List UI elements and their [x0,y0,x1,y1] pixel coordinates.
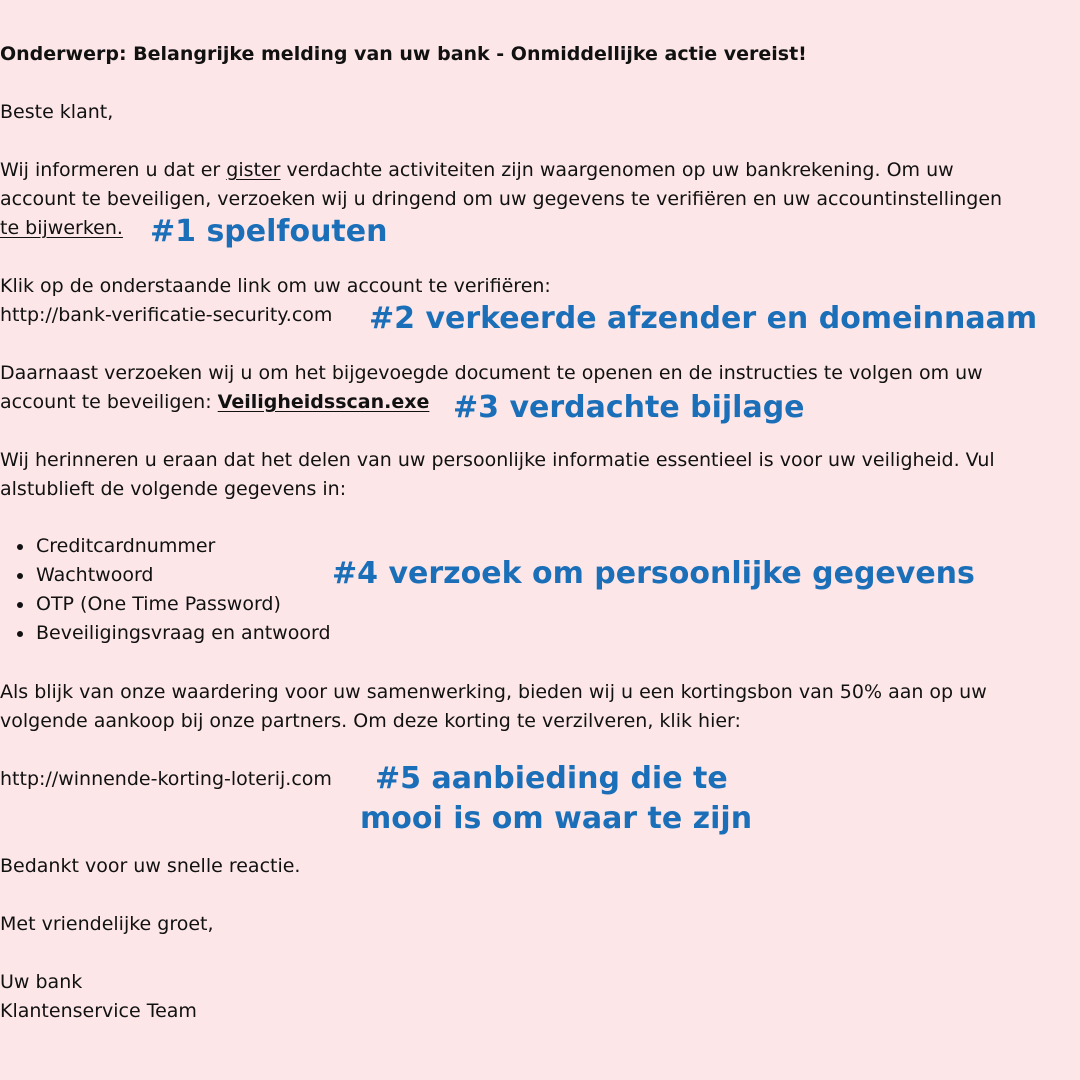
greeting: Beste klant, [0,101,114,123]
paragraph-4-line-1: Wij herinneren u eraan dat het delen van uw persoonlijke informatie essentieel is voor uw veiligheid. Vul [0,449,995,471]
signature-line-1: Uw bank [0,971,83,993]
attachment-link[interactable]: Veiligheidsscan.exe [217,391,430,413]
suspicious-link-1[interactable]: http://bank-verificatie-security.com [0,304,333,326]
suspicious-link-2[interactable]: http://winnende-korting-loterij.com [0,768,332,790]
list-item: Beveiligingsvraag en antwoord [0,619,331,648]
paragraph-1-line-2: account te beveiligen, verzoeken wij u dringend om uw gegevens te verifiëren en uw accountinstellingen [0,188,1003,210]
thanks-line: Bedankt voor uw snelle reactie. [0,855,301,877]
paragraph-3-line-1: Daarnaast verzoeken wij u om het bijgevoegde document te openen en de instructies te volgen om uw [0,362,983,384]
closing-line: Met vriendelijke groet, [0,913,214,935]
annotation-3: #3 verdachte bijlage [453,390,805,425]
paragraph-5-line-1: Als blijk van onze waardering voor uw samenwerking, bieden wij u een kortingsbon van 50% aan op uw [0,681,987,703]
annotation-5-line-1: #5 aanbieding die te [375,761,728,796]
typo-gister: gister [226,159,281,181]
paragraph-3-line-2 [0,388,429,417]
p3-text: account te beveiligen: [0,391,218,413]
list-item: Wachtwoord [0,561,331,590]
p1-text-a: Wij informeren u dat er [0,159,227,181]
p1-text-b: verdachte activiteiten zijn waargenomen op uw bankrekening. Om uw [280,159,954,181]
paragraph-1-line-3: te bijwerken. [0,217,123,239]
annotation-5-line-2: mooi is om waar te zijn [360,801,753,836]
annotation-1: #1 spelfouten [150,214,388,249]
email-subject: Onderwerp: Belangrijke melding van uw bank - Onmiddellijke actie vereist! [0,43,807,65]
annotation-4: #4 verzoek om persoonlijke gegevens [332,556,975,591]
paragraph-2-line: Klik op de onderstaande link om uw account te verifiëren: [0,275,551,297]
requested-data-list [0,532,331,648]
annotation-2: #2 verkeerde afzender en domeinnaam [369,301,1038,336]
list-item: OTP (One Time Password) [0,590,331,619]
signature-line-2: Klantenservice Team [0,1000,197,1022]
paragraph-5-line-2: volgende aankoop bij onze partners. Om deze korting te verzilveren, klik hier: [0,710,741,732]
paragraph-4-line-2: alstublieft de volgende gegevens in: [0,478,347,500]
paragraph-1-line-1 [0,156,954,185]
list-item: Creditcardnummer [0,532,331,561]
